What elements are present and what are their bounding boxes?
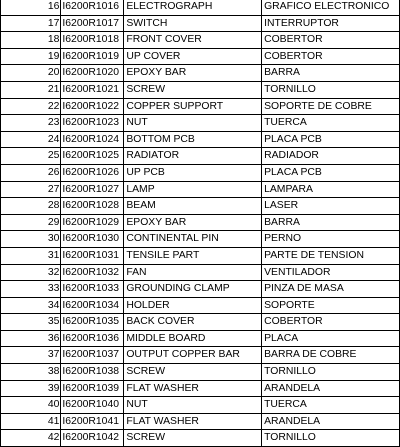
spanish-name-cell: LASER [262,198,400,215]
table-row [1,214,400,231]
row-number-cell: 36 [1,330,61,347]
part-code-cell: I6200R1036 [61,330,124,347]
part-code-cell: I6200R1034 [61,297,124,314]
part-code-cell: I6200R1023 [61,115,124,132]
spanish-name-cell: RADIADOR [262,148,400,165]
english-name-cell: UP COVER [124,48,262,65]
table-row [1,32,400,49]
table-row [1,364,400,381]
spanish-name-cell: COBERTOR [262,32,400,49]
part-code-cell: I6200R1042 [61,430,124,447]
english-name-cell: CONTINENTAL PIN [124,231,262,248]
part-code-cell: I6200R1038 [61,364,124,381]
table-row [1,198,400,215]
spanish-name-cell: BARRA [262,65,400,82]
row-number-cell: 33 [1,281,61,298]
row-number-cell: 39 [1,380,61,397]
part-code-cell: I6200R1018 [61,32,124,49]
english-name-cell: NUT [124,115,262,132]
part-code-cell: I6200R1041 [61,413,124,430]
part-code-cell: I6200R1020 [61,65,124,82]
english-name-cell: FLAT WASHER [124,380,262,397]
table-row [1,181,400,198]
row-number-cell: 41 [1,413,61,430]
english-name-cell: UP PCB [124,164,262,181]
spanish-name-cell: PLACA PCB [262,164,400,181]
spanish-name-cell: BARRA [262,214,400,231]
english-name-cell: BOTTOM PCB [124,131,262,148]
part-code-cell: I6200R1030 [61,231,124,248]
english-name-cell: FAN [124,264,262,281]
row-number-cell: 29 [1,214,61,231]
row-number-cell: 34 [1,297,61,314]
table-row [1,347,400,364]
table-row [1,164,400,181]
spanish-name-cell: LAMPARA [262,181,400,198]
row-number-cell: 17 [1,15,61,32]
part-code-cell: I6200R1037 [61,347,124,364]
row-number-cell: 35 [1,314,61,331]
english-name-cell: EPOXY BAR [124,65,262,82]
english-name-cell: FRONT COVER [124,32,262,49]
part-code-cell: I6200R1017 [61,15,124,32]
spanish-name-cell: PLACA [262,330,400,347]
english-name-cell: FLAT WASHER [124,413,262,430]
part-code-cell: I6200R1035 [61,314,124,331]
part-code-cell: I6200R1031 [61,247,124,264]
english-name-cell: NUT [124,397,262,414]
spanish-name-cell: PLACA PCB [262,131,400,148]
spanish-name-cell: COBERTOR [262,314,400,331]
row-number-cell: 30 [1,231,61,248]
parts-table-body [1,0,400,447]
row-number-cell: 21 [1,81,61,98]
part-code-cell: I6200R1024 [61,131,124,148]
table-row [1,247,400,264]
part-code-cell: I6200R1025 [61,148,124,165]
spanish-name-cell: ARANDELA [262,380,400,397]
english-name-cell: BEAM [124,198,262,215]
table-row [1,48,400,65]
table-row [1,314,400,331]
part-code-cell: I6200R1033 [61,281,124,298]
row-number-cell: 42 [1,430,61,447]
spanish-name-cell: TUERCA [262,397,400,414]
spanish-name-cell: GRAFICO ELECTRONICO [262,0,400,15]
spanish-name-cell: PINZA DE MASA [262,281,400,298]
english-name-cell: GROUNDING CLAMP [124,281,262,298]
english-name-cell: SCREW [124,364,262,381]
row-number-cell: 26 [1,164,61,181]
table-row [1,330,400,347]
table-row [1,65,400,82]
english-name-cell: EPOXY BAR [124,214,262,231]
english-name-cell: MIDDLE BOARD [124,330,262,347]
part-code-cell: I6200R1039 [61,380,124,397]
row-number-cell: 22 [1,98,61,115]
english-name-cell: OUTPUT COPPER BAR [124,347,262,364]
part-code-cell: I6200R1019 [61,48,124,65]
part-code-cell: I6200R1026 [61,164,124,181]
table-row [1,430,400,447]
spanish-name-cell: INTERRUPTOR [262,15,400,32]
english-name-cell: SCREW [124,430,262,447]
row-number-cell: 19 [1,48,61,65]
table-row [1,15,400,32]
part-code-cell: I6200R1040 [61,397,124,414]
row-number-cell: 16 [1,0,61,15]
row-number-cell: 32 [1,264,61,281]
table-row [1,264,400,281]
english-name-cell: SCREW [124,81,262,98]
spanish-name-cell: VENTILADOR [262,264,400,281]
row-number-cell: 28 [1,198,61,215]
english-name-cell: COPPER SUPPORT [124,98,262,115]
table-row [1,131,400,148]
table-row [1,281,400,298]
spanish-name-cell: SOPORTE [262,297,400,314]
spanish-name-cell: SOPORTE DE COBRE [262,98,400,115]
spanish-name-cell: PARTE DE TENSION [262,247,400,264]
english-name-cell: RADIATOR [124,148,262,165]
table-row [1,115,400,132]
part-code-cell: I6200R1032 [61,264,124,281]
row-number-cell: 40 [1,397,61,414]
spanish-name-cell: ARANDELA [262,413,400,430]
row-number-cell: 24 [1,131,61,148]
table-row [1,0,400,15]
table-row [1,98,400,115]
spanish-name-cell: COBERTOR [262,48,400,65]
table-row [1,380,400,397]
part-code-cell: I6200R1028 [61,198,124,215]
spanish-name-cell: TORNILLO [262,81,400,98]
row-number-cell: 20 [1,65,61,82]
row-number-cell: 31 [1,247,61,264]
english-name-cell: HOLDER [124,297,262,314]
row-number-cell: 37 [1,347,61,364]
english-name-cell: LAMP [124,181,262,198]
part-code-cell: I6200R1022 [61,98,124,115]
row-number-cell: 27 [1,181,61,198]
spanish-name-cell: TORNILLO [262,430,400,447]
spanish-name-cell: TORNILLO [262,364,400,381]
part-code-cell: I6200R1016 [61,0,124,15]
row-number-cell: 23 [1,115,61,132]
table-row [1,413,400,430]
spanish-name-cell: TUERCA [262,115,400,132]
spanish-name-cell: BARRA DE COBRE [262,347,400,364]
table-row [1,297,400,314]
english-name-cell: TENSILE PART [124,247,262,264]
table-row [1,397,400,414]
english-name-cell: BACK COVER [124,314,262,331]
row-number-cell: 25 [1,148,61,165]
english-name-cell: ELECTROGRAPH [124,0,262,15]
table-row [1,148,400,165]
table-row [1,231,400,248]
part-code-cell: I6200R1029 [61,214,124,231]
row-number-cell: 38 [1,364,61,381]
table-row [1,81,400,98]
spanish-name-cell: PERNO [262,231,400,248]
row-number-cell: 18 [1,32,61,49]
part-code-cell: I6200R1021 [61,81,124,98]
part-code-cell: I6200R1027 [61,181,124,198]
english-name-cell: SWITCH [124,15,262,32]
